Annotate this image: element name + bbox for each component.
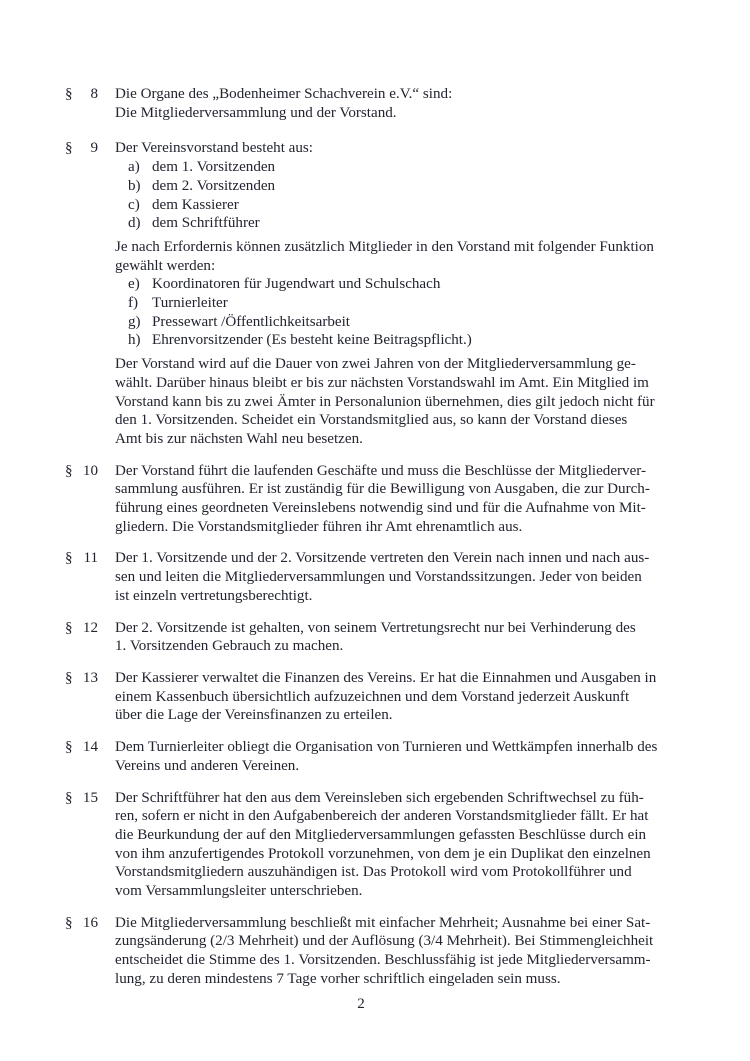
paragraph-number: 14 [82, 739, 98, 756]
document-content [65, 85, 657, 1002]
text-line: die Beurkundung der auf den Mitgliederversammlungen gefassten Beschlüsse durch ein [115, 826, 647, 843]
section-body [115, 619, 657, 656]
section-par-9 [65, 139, 657, 448]
paragraph-sign: § [65, 140, 73, 157]
text-line: den 1. Vorsitzenden. Scheidet ein Vorstandsmitglied aus, so kann der Vorstand dieses [115, 412, 628, 429]
list-item-label: d) [128, 215, 141, 232]
list-block [115, 158, 657, 233]
section-marker [65, 619, 98, 656]
text-line: Vorstandsmitgliedern auszuhändigen ist. Das Protokoll wird vom Protokollführer und [115, 864, 632, 881]
paragraph-block [115, 914, 657, 989]
paragraph-block [115, 669, 657, 725]
paragraph-block [115, 738, 657, 775]
paragraph-number: 11 [83, 550, 98, 567]
text-line: Amt bis zur nächsten Wahl neu besetzen. [115, 430, 363, 447]
text-line: gliedern. Die Vorstandsmitglieder führen ihr Amt ehrenamtlich aus. [115, 518, 523, 535]
text-line: Vereins und anderen Vereinen. [115, 757, 300, 774]
text-line: Der 1. Vorsitzende und der 2. Vorsitzende vertreten den Verein nach innen und nach aus- [115, 550, 650, 567]
paragraph-number: 10 [82, 462, 98, 479]
text-line: sen und leiten die Mitgliederversammlungen und Vorstandssitzungen. Jeder von beiden [115, 569, 642, 586]
section-par-11 [65, 549, 657, 605]
paragraph-block [115, 238, 657, 275]
text-line: Dem Turnierleiter obliegt die Organisation von Turnieren und Wettkämpfen innerhalb des [115, 739, 658, 756]
list-item [115, 275, 657, 294]
list-item [115, 294, 657, 313]
text-line: wählt. Darüber hinaus bleibt er bis zur nächsten Vorstandswahl im Amt. Ein Mitglied im [115, 374, 649, 391]
text-line: Der Vorstand wird auf die Dauer von zwei Jahren von der Mitgliederversammlung ge- [115, 356, 636, 373]
paragraph-sign: § [65, 86, 73, 102]
text-line: vom Versammlungsleiter unterschrieben. [115, 883, 363, 900]
list-item [115, 214, 657, 233]
list-item-text: dem Kassierer [152, 196, 239, 213]
text-line: Vorstand kann bis zu zwei Ämter in Personalunion übernehmen, dies gilt jedoch nicht für [115, 393, 655, 410]
text-line: von ihm anzufertigendes Protokoll vorzunehmen, von dem je ein Duplikat den einzelnen [115, 845, 651, 862]
section-body [115, 139, 657, 448]
section-par-14 [65, 738, 657, 775]
list-item-label: g) [128, 313, 141, 330]
section-par-15 [65, 789, 657, 901]
list-item-text: dem Schriftführer [152, 215, 260, 232]
paragraph-number: 16 [82, 914, 98, 931]
list-item-label: f) [128, 295, 139, 312]
section-body [115, 85, 657, 122]
section-body [115, 462, 657, 537]
page-number: 2 [357, 996, 365, 1012]
section-body [115, 914, 657, 989]
text-line: Der Vorstand führt die laufenden Geschäfte und muss die Beschlüsse der Mitgliederver- [115, 462, 647, 479]
paragraph-number: 8 [90, 86, 98, 102]
paragraph-number: 13 [82, 669, 98, 686]
list-item-text: Koordinatoren für Jugendwart und Schulschach [152, 276, 441, 293]
paragraph-number: 12 [82, 619, 98, 636]
statute-sections [65, 85, 657, 989]
paragraph-sign: § [65, 550, 73, 567]
section-marker [65, 549, 98, 605]
text-line: ist einzeln vertretungsberechtigt. [115, 587, 313, 604]
section-par-16 [65, 914, 657, 989]
text-line: entscheidet die Stimme des 1. Vorsitzenden. Beschlussfähig ist jede Mitgliederversamm- [115, 952, 651, 969]
text-line: zungsänderung (2/3 Mehrheit) und der Auflösung (3/4 Mehrheit). Bei Stimmengleichheit [115, 933, 654, 950]
paragraph-block [115, 462, 657, 537]
section-marker [65, 738, 98, 775]
list-item-text: dem 2. Vorsitzenden [152, 177, 276, 194]
paragraph-sign: § [65, 619, 73, 636]
paragraph-block [115, 549, 657, 605]
paragraph-sign: § [65, 669, 73, 686]
paragraph-block [115, 85, 657, 122]
text-line: über die Lage der Vereinsfinanzen zu erteilen. [115, 707, 393, 724]
section-par-12 [65, 619, 657, 656]
text-line: Die Organe des „Bodenheimer Schachverein e.V.“ sind: [115, 86, 453, 102]
list-item-text: Turnierleiter [152, 295, 228, 312]
text-line: Der Vereinsvorstand besteht aus: [115, 140, 313, 157]
section-par-8 [65, 85, 657, 122]
paragraph-block [115, 619, 657, 656]
section-marker [65, 789, 98, 901]
list-item-text: Ehrenvorsitzender (Es besteht keine Beitragspflicht.) [152, 332, 472, 349]
paragraph-sign: § [65, 739, 73, 756]
section-body [115, 789, 657, 901]
text-line: gewählt werden: [115, 257, 216, 274]
paragraph-block [115, 355, 657, 449]
section-marker [65, 462, 98, 537]
list-item-label: h) [128, 332, 141, 349]
text-line: sammlung ausführen. Er ist zuständig für die Bewilligung von Ausgaben, die zur Durch- [115, 481, 650, 498]
paragraph-sign: § [65, 462, 73, 479]
section-body [115, 549, 657, 605]
list-item [115, 313, 657, 332]
section-body [115, 738, 657, 775]
text-line: führung eines geordneten Vereinslebens notwendig sind und für die Aufnahme von Mit- [115, 500, 646, 517]
list-item [115, 158, 657, 177]
text-line: einem Kassenbuch übersichtlich aufzuzeichnen und dem Vorstand jederzeit Auskunft [115, 688, 630, 705]
text-line: ren, sofern er nicht in den Aufgabenbereich der anderen Vorstandsmitglieder fällt. Er hat [115, 808, 649, 825]
section-par-13 [65, 669, 657, 725]
text-line: Die Mitgliederversammlung beschließt mit einfacher Mehrheit; Ausnahme bei einer Sat- [115, 914, 651, 931]
section-marker [65, 85, 98, 122]
section-marker [65, 139, 98, 448]
list-block [115, 275, 657, 350]
list-item [115, 177, 657, 196]
text-line: Der Kassierer verwaltet die Finanzen des Vereins. Er hat die Einnahmen und Ausgaben in [115, 669, 657, 686]
list-item [115, 196, 657, 215]
paragraph-number: 15 [82, 789, 98, 806]
paragraph-block [115, 139, 657, 158]
text-line: Je nach Erfordernis können zusätzlich Mitglieder in den Vorstand mit folgender Funktion [115, 238, 654, 255]
list-item-label: c) [128, 196, 140, 213]
paragraph-sign: § [65, 789, 73, 806]
section-par-10 [65, 462, 657, 537]
list-item-text: dem 1. Vorsitzenden [152, 159, 276, 176]
list-item-text: Pressewart /Öffentlichkeitsarbeit [152, 313, 350, 330]
text-line: 1. Vorsitzenden Gebrauch zu machen. [115, 638, 344, 655]
text-line: Die Mitgliederversammlung und der Vorstand. [115, 104, 397, 121]
list-item-label: a) [128, 159, 140, 176]
text-line: Der Schriftführer hat den aus dem Vereinsleben sich ergebenden Schriftwechsel zu füh- [115, 789, 644, 806]
paragraph-block [115, 789, 657, 901]
list-item-label: b) [128, 177, 141, 194]
text-line: lung, zu deren mindestens 7 Tage vorher schriftlich eingeladen sein muss. [115, 970, 561, 987]
text-line: Der 2. Vorsitzende ist gehalten, von seinem Vertretungsrecht nur bei Verhinderung des [115, 619, 636, 636]
list-item-label: e) [128, 276, 140, 293]
paragraph-number: 9 [90, 140, 98, 157]
section-body [115, 669, 657, 725]
section-marker [65, 669, 98, 725]
section-marker [65, 914, 98, 989]
list-item [115, 331, 657, 350]
paragraph-sign: § [65, 914, 73, 931]
